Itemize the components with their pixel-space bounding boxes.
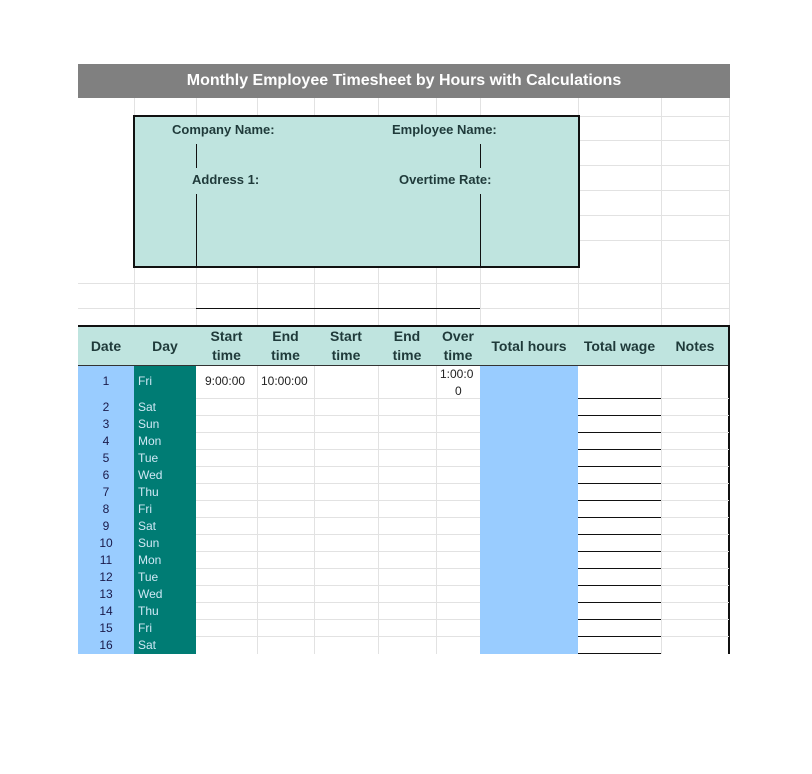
date-cell: 1 xyxy=(102,374,110,388)
day-cell: Thu xyxy=(138,604,159,618)
day-cell: Tue xyxy=(138,451,159,465)
header-end-time-1: End time xyxy=(271,328,300,363)
start-time-cell[interactable]: 9:00:00 xyxy=(205,374,246,388)
overtime-rate-field[interactable] xyxy=(480,194,481,266)
day-cell: Tue xyxy=(138,570,159,584)
date-cell: 13 xyxy=(99,587,113,601)
day-cell: Mon xyxy=(138,434,162,448)
day-cell: Mon xyxy=(138,553,162,567)
day-cell: Fri xyxy=(138,502,152,516)
header-start-time-2: Start time xyxy=(330,328,362,363)
day-cell: Fri xyxy=(138,374,152,388)
date-cell: 2 xyxy=(102,400,110,414)
day-cell: Sat xyxy=(138,519,157,533)
day-cell: Thu xyxy=(138,485,159,499)
header-date: Date xyxy=(90,337,122,354)
company-name-label: Company Name: xyxy=(172,122,275,137)
employee-name-field[interactable] xyxy=(480,144,481,168)
total-hours-column[interactable] xyxy=(480,366,578,654)
day-cell: Wed xyxy=(138,587,163,601)
header-total-hours: Total hours xyxy=(491,337,567,354)
date-cell: 15 xyxy=(99,621,113,635)
day-cell: Sat xyxy=(138,400,157,414)
header-notes: Notes xyxy=(675,337,715,354)
table-right-border xyxy=(728,325,730,654)
date-cell: 8 xyxy=(102,502,110,516)
date-cell: 4 xyxy=(102,434,110,448)
header-overtime: Over time xyxy=(442,328,474,363)
day-cell: Fri xyxy=(138,621,152,635)
header-end-time-2: End time xyxy=(392,328,422,363)
day-cell: Sat xyxy=(138,638,157,652)
header-start-time-1: Start time xyxy=(210,328,243,363)
header-total-wage: Total wage xyxy=(583,337,656,354)
date-cell: 16 xyxy=(99,638,113,652)
day-cell: Sun xyxy=(138,417,160,431)
day-cell: Wed xyxy=(138,468,163,482)
date-cell: 3 xyxy=(102,417,110,431)
date-cell: 9 xyxy=(102,519,110,533)
overtime-cell-line2: 0 xyxy=(455,384,462,398)
employee-name-label: Employee Name: xyxy=(392,122,497,137)
signature-line xyxy=(196,308,480,309)
date-cell: 10 xyxy=(99,536,113,550)
day-cell: Sun xyxy=(138,536,160,550)
date-cell: 14 xyxy=(99,604,113,618)
date-cell: 12 xyxy=(99,570,113,584)
company-name-field[interactable] xyxy=(196,144,197,168)
date-cell: 11 xyxy=(99,553,113,567)
address-label: Address 1: xyxy=(192,172,260,187)
date-cell: 7 xyxy=(102,485,110,499)
address-field[interactable] xyxy=(196,194,197,266)
overtime-cell-line1[interactable]: 1:00:0 xyxy=(440,367,474,381)
date-cell: 6 xyxy=(102,468,110,482)
end-time-cell[interactable]: 10:00:00 xyxy=(261,374,308,388)
employee-info-box xyxy=(133,115,580,268)
date-cell: 5 xyxy=(102,451,110,465)
header-day: Day xyxy=(152,337,178,354)
overtime-rate-label: Overtime Rate: xyxy=(399,172,492,187)
sheet-title: Monthly Employee Timesheet by Hours with Calculations xyxy=(78,64,730,98)
